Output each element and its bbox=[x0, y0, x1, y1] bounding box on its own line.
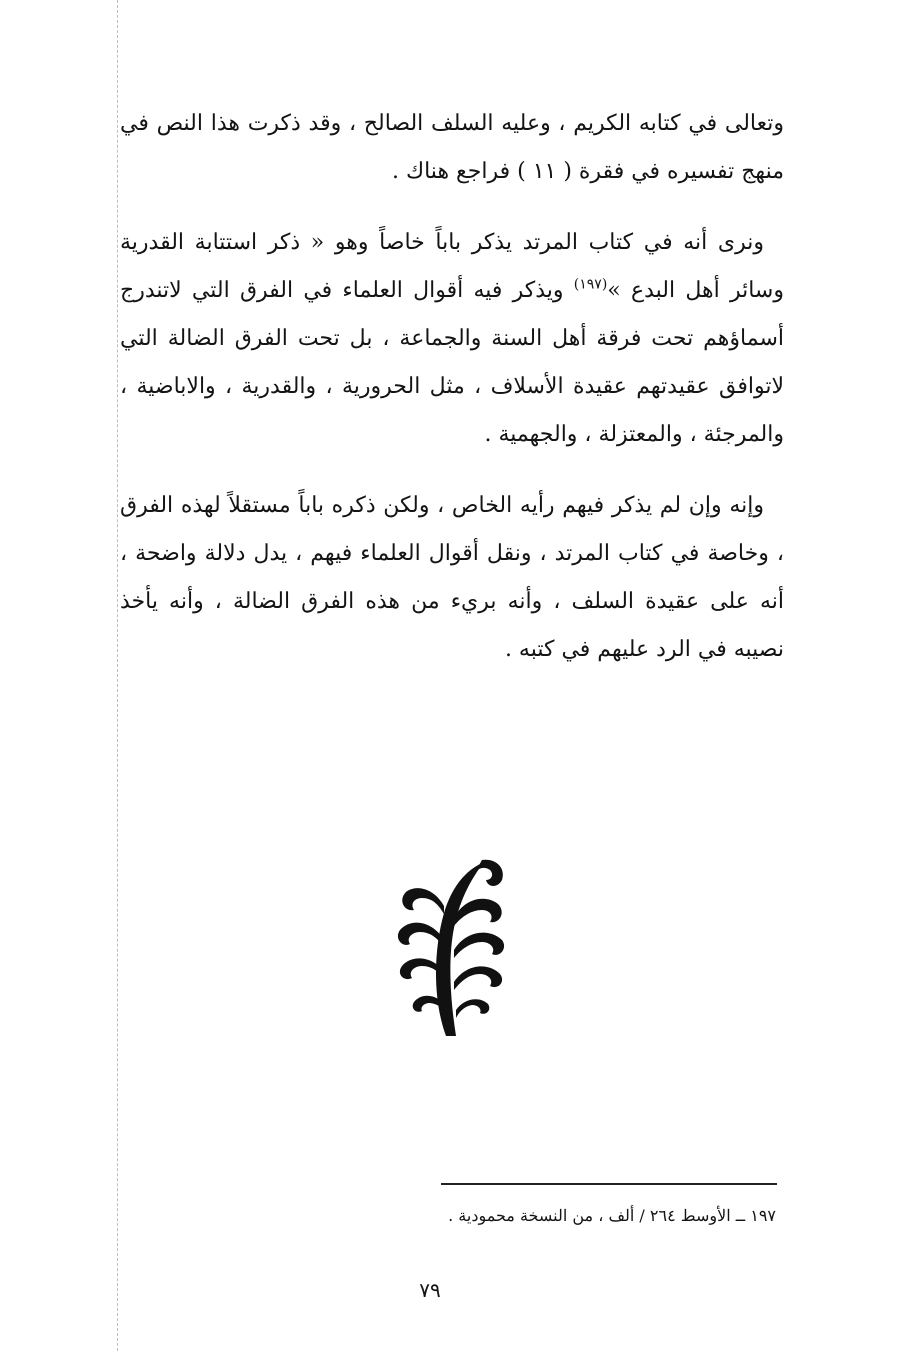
page-number: ٧٩ bbox=[419, 1278, 441, 1302]
paragraph-2-text-start: ونرى أنه في كتاب المرتد يذكر باباً خاصاً وهو « ذكر استتابة القدرية وسائر أهل البدع » bbox=[120, 230, 784, 303]
page-edge-line bbox=[117, 0, 118, 1351]
footnote-reference[interactable]: (١٩٧) bbox=[573, 276, 608, 293]
footnote-separator bbox=[441, 1183, 777, 1185]
paragraph-3: وإنه وإن لم يذكر فيهم رأيه الخاص ، ولكن ذكره باباً مستقلاً لهذه الفرق ، وخاصة في كتاب المرتد ، ونقل أقوال العلماء فيهم ، يدل دلالة واضحة ، أنه على عقيدة السلف ، وأنه بريء من هذه الفرق الضالة ، وأنه يأخذ نصيبه في الرد عليهم في كتبه . bbox=[120, 493, 784, 662]
main-text bbox=[120, 100, 784, 697]
floral-ornament-icon bbox=[394, 858, 514, 1038]
paragraph-2-text-end: ويذكر فيه أقوال العلماء في الفرق التي لاتندرج أسماؤهم تحت فرقة أهل السنة والجماعة ، بل تحت الفرق الضالة التي لاتوافق عقيدتهم عقيدة الأسلاف ، مثل الحرورية ، والقدرية ، والاباضية ، والمرجئة ، والمعتزلة ، والجهمية . bbox=[120, 278, 784, 447]
footnote-197: ١٩٧ ــ الأوسط ٢٦٤ / ألف ، من النسخة محمودية . bbox=[448, 1206, 776, 1225]
paragraph-1: وتعالى في كتابه الكريم ، وعليه السلف الصالح ، وقد ذكرت هذا النص في منهج تفسيره في فقرة ( ١١ ) فراجع هناك . bbox=[120, 111, 784, 184]
paragraph-2 bbox=[120, 219, 784, 459]
